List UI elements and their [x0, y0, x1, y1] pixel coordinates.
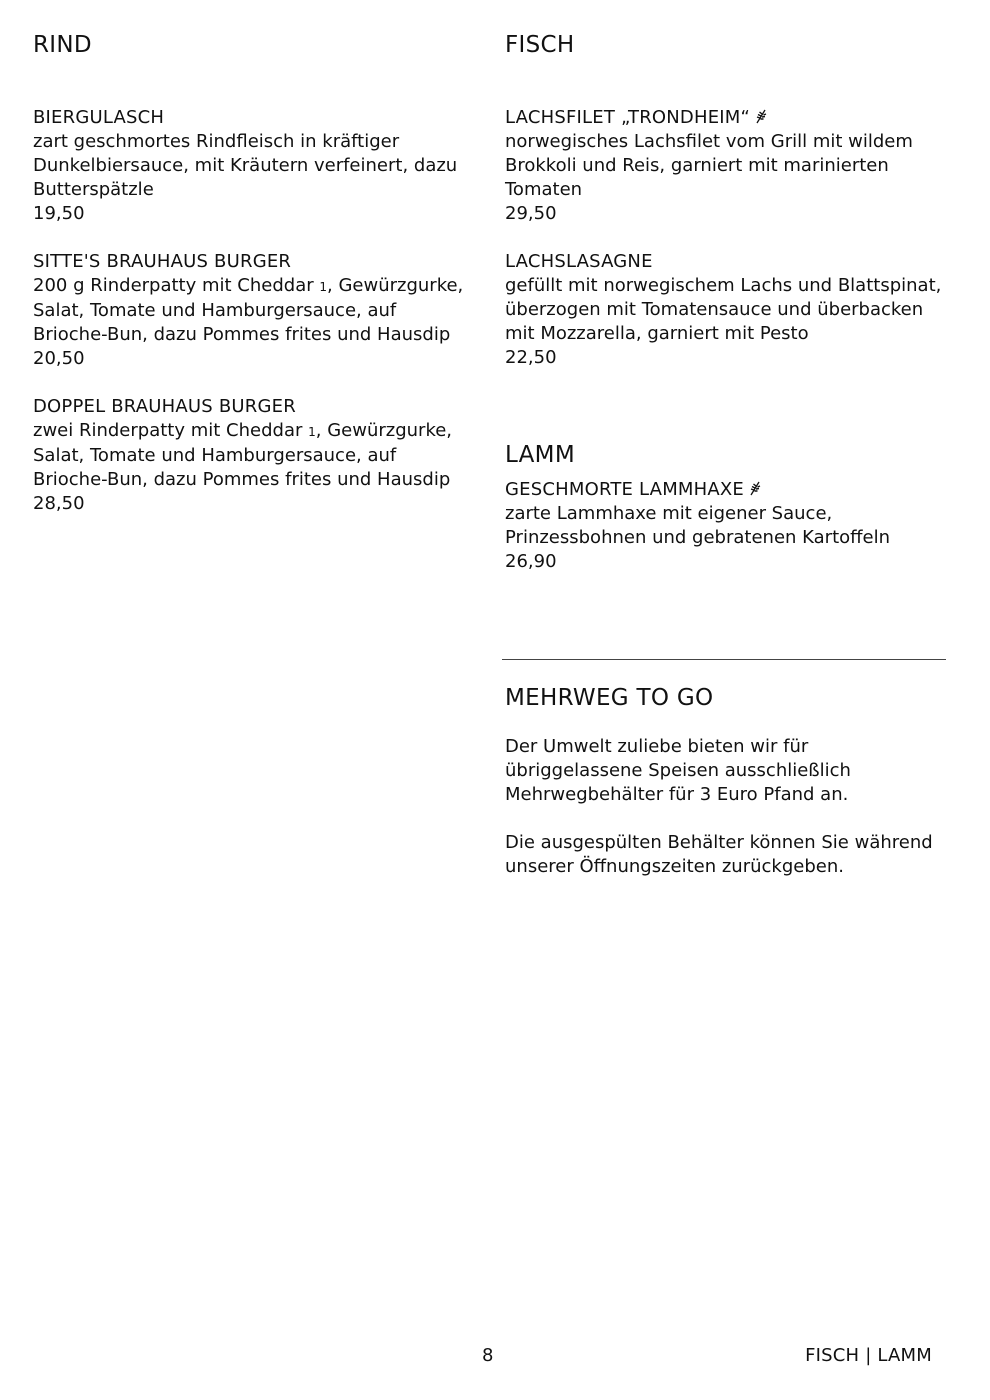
dish-sittes-burger [33, 250, 473, 371]
page-number: 8 [482, 1345, 494, 1366]
dish-biergulasch [33, 106, 473, 226]
dish-name [505, 478, 950, 502]
dish-description-part: , Gewürzgurke, Salat, Tomate und Hamburgersauce, auf Brioche-Bun, dazu Pommes frites und Hausdip [33, 420, 453, 490]
dish-name [505, 106, 950, 130]
dish-name-text: LACHSFILET „TRONDHEIM“ [505, 107, 751, 128]
allergen-note: 1 [319, 280, 328, 294]
dish-description [33, 274, 473, 347]
wheat-icon [748, 480, 762, 496]
section-title-rind: RIND [33, 32, 92, 58]
dish-price: 20,50 [33, 348, 85, 369]
allergen-note: 1 [308, 425, 316, 439]
left-column [33, 30, 473, 516]
info-paragraph: Die ausgespülten Behälter können Sie während unserer Öffnungszeiten zurückgeben. [505, 832, 933, 877]
dish-description: gefüllt mit norwegischem Lachs und Blattspinat, überzogen mit Tomatensauce und überbacken mit Mozzarella, garniert mit Pesto [505, 275, 942, 344]
dish-lammhaxe [505, 478, 950, 574]
dish-price: 26,90 [505, 551, 557, 572]
mehrweg-info [505, 683, 950, 879]
dish-name-text: GESCHMORTE LAMMHAXE [505, 479, 745, 500]
section-title-lamm: LAMM [505, 442, 575, 468]
dish-description-part: zwei Rinderpatty mit Cheddar [33, 420, 303, 441]
dish-description-part: 200 g Rinderpatty mit Cheddar [33, 275, 314, 296]
dish-description-part: , Gewürzgurke, Salat, Tomate und Hamburgersauce, auf Brioche-Bun, dazu Pommes frites und Hausdip [33, 275, 464, 345]
section-title-fisch: FISCH [505, 32, 575, 58]
info-paragraph: Der Umwelt zuliebe bieten wir für übriggelassene Speisen ausschließlich Mehrwegbehälter für 3 Euro Pfand an. [505, 736, 851, 805]
dish-name: SITTE'S BRAUHAUS BURGER [33, 251, 292, 272]
dish-price: 28,50 [33, 493, 85, 514]
dish-price: 19,50 [33, 203, 85, 224]
dish-name: DOPPEL BRAUHAUS BURGER [33, 396, 296, 417]
right-column [505, 30, 950, 574]
dish-description: zart geschmortes Rindfleisch in kräftiger Dunkelbiersauce, mit Kräutern verfeinert, dazu Butterspätzle [33, 131, 458, 200]
section-title-mehrweg: MEHRWEG TO GO [505, 685, 714, 711]
dish-lachslasagne [505, 250, 950, 370]
wheat-icon [754, 108, 768, 124]
dish-description: norwegisches Lachsfilet vom Grill mit wildem Brokkoli und Reis, garniert mit marinierten Tomaten [505, 131, 913, 200]
dish-description: zarte Lammhaxe mit eigener Sauce, Prinzessbohnen und gebratenen Kartoffeln [505, 503, 891, 548]
section-divider [502, 659, 946, 660]
dish-price: 22,50 [505, 347, 557, 368]
dish-description [33, 419, 473, 492]
dish-name: LACHSLASAGNE [505, 251, 653, 272]
footer-section-label: FISCH | LAMM [805, 1345, 932, 1366]
dish-price: 29,50 [505, 203, 557, 224]
dish-lachsfilet [505, 106, 950, 226]
dish-doppel-burger [33, 395, 473, 516]
dish-name: BIERGULASCH [33, 107, 165, 128]
